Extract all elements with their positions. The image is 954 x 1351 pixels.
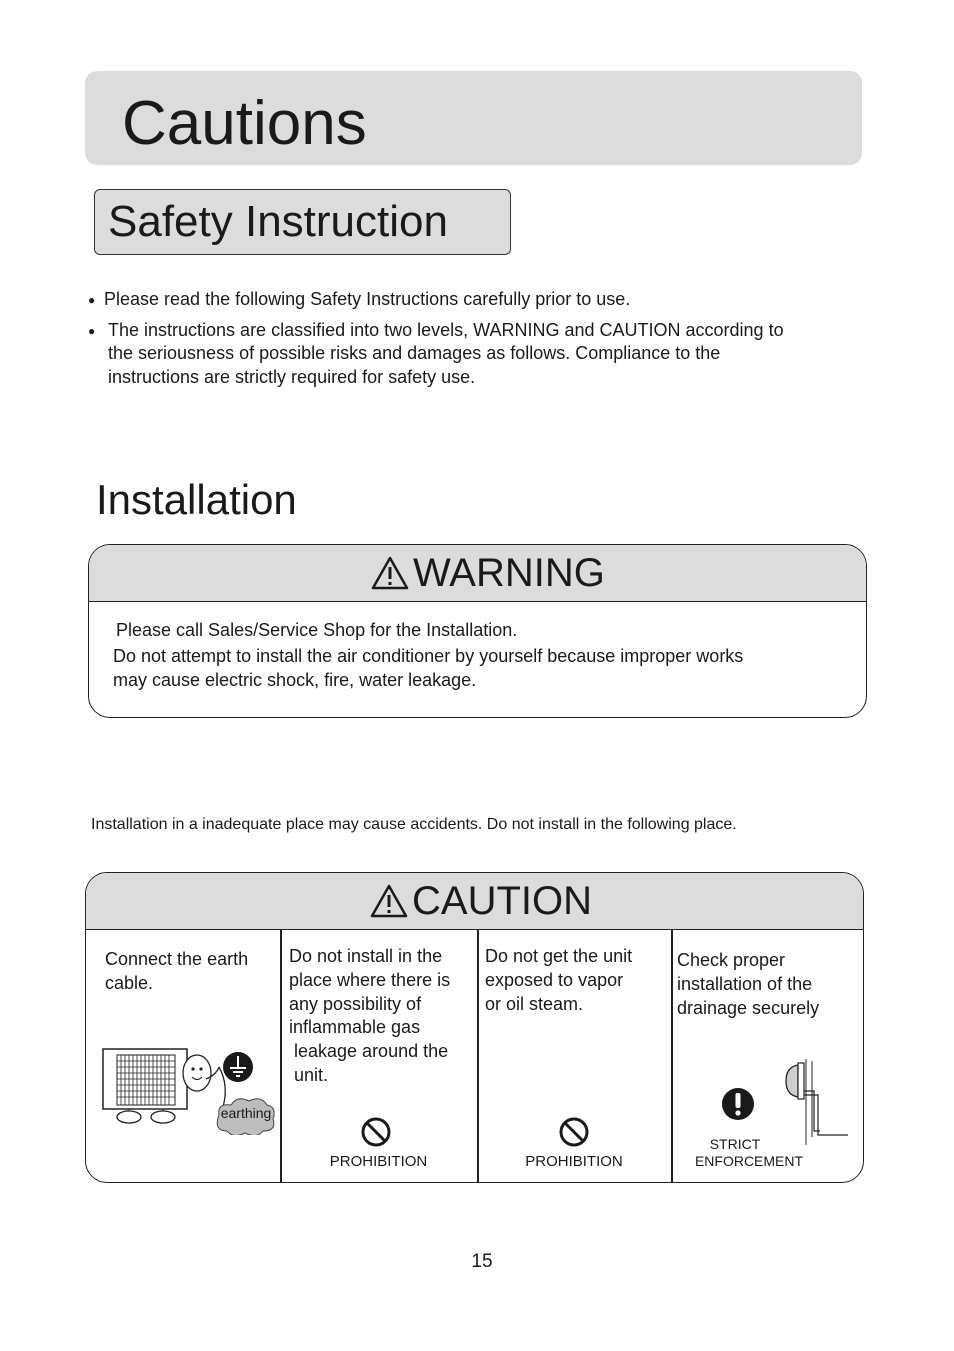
intro-bullet-2-line-2: the seriousness of possible risks and damages as follows. Compliance to the <box>108 343 721 363</box>
intro-bullet-1: Please read the following Safety Instructions carefully prior to use. <box>104 289 631 309</box>
page-title: Cautions <box>122 89 367 158</box>
warning-line-1: Please call Sales/Service Shop for the Installation. <box>116 620 518 640</box>
drainage-pipe-illustration <box>784 1057 852 1147</box>
warning-label: WARNING <box>413 551 605 595</box>
warning-line-2: Do not attempt to install the air conditioner by yourself because improper works <box>113 646 744 666</box>
strict-label: STRICT <box>709 1136 761 1152</box>
prohibition-icon <box>360 1116 392 1148</box>
caution-label: CAUTION <box>412 879 592 923</box>
exclamation-icon <box>721 1087 755 1121</box>
page-number: 15 <box>471 1251 493 1272</box>
earth-ground-icon <box>222 1050 254 1084</box>
warning-line-3: may cause electric shock, fire, water leakage. <box>113 670 477 690</box>
caution-cell-4-line-3: drainage securely <box>677 998 820 1018</box>
caution-cell-4-line-1: Check proper <box>677 950 786 970</box>
warning-header <box>89 545 866 602</box>
column-divider <box>671 929 673 1183</box>
caution-label-group <box>370 877 592 925</box>
caution-cell-2-line-1: Do not install in the <box>289 946 443 966</box>
column-divider <box>477 929 479 1183</box>
warning-box <box>88 544 867 718</box>
caution-triangle-icon <box>370 884 408 918</box>
caution-cell-2-line-3: any possibility of <box>289 994 422 1014</box>
caution-cell-2-line-2: place where there is <box>289 970 451 990</box>
earthing-badge: earthing <box>220 1105 272 1121</box>
intro-bullet-2-line-3: instructions are strictly required for safety use. <box>108 367 476 387</box>
prohibition-icon <box>558 1116 590 1148</box>
caution-cell-4-line-2: installation of the <box>677 974 813 994</box>
enforcement-label: ENFORCEMENT <box>694 1153 804 1169</box>
caution-table <box>85 872 864 1183</box>
intro-bullet-2: The instructions are classified into two levels, WARNING and CAUTION according to <box>108 320 784 340</box>
caution-cell-3-line-3: or oil steam. <box>485 994 584 1014</box>
installation-note: Installation in a inadequate place may cause accidents. Do not install in the following place. <box>91 816 737 833</box>
bullet-dot-icon: ● <box>88 293 96 307</box>
caution-cell-2-line-6: unit. <box>289 1065 329 1085</box>
prohibition-label-2: PROHIBITION <box>525 1153 623 1170</box>
prohibition-label-1: PROHIBITION <box>329 1153 428 1170</box>
warning-label-group <box>371 549 605 597</box>
column-divider <box>280 929 282 1183</box>
caution-cell-1-line-1: Connect the earth <box>105 949 249 969</box>
bullet-dot-icon: ● <box>88 324 96 338</box>
caution-cell-2-line-5: leakage around the <box>289 1041 449 1061</box>
caution-cell-1-line-2: cable. <box>105 973 154 993</box>
warning-triangle-icon <box>371 556 409 590</box>
caution-cell-2-line-4: inflammable gas <box>289 1017 421 1037</box>
caution-header <box>86 873 863 930</box>
caution-cell-3-line-1: Do not get the unit <box>485 946 633 966</box>
installation-heading: Installation <box>96 476 297 523</box>
caution-cell-3-line-2: exposed to vapor <box>485 970 624 990</box>
section-title: Safety Instruction <box>108 197 448 246</box>
